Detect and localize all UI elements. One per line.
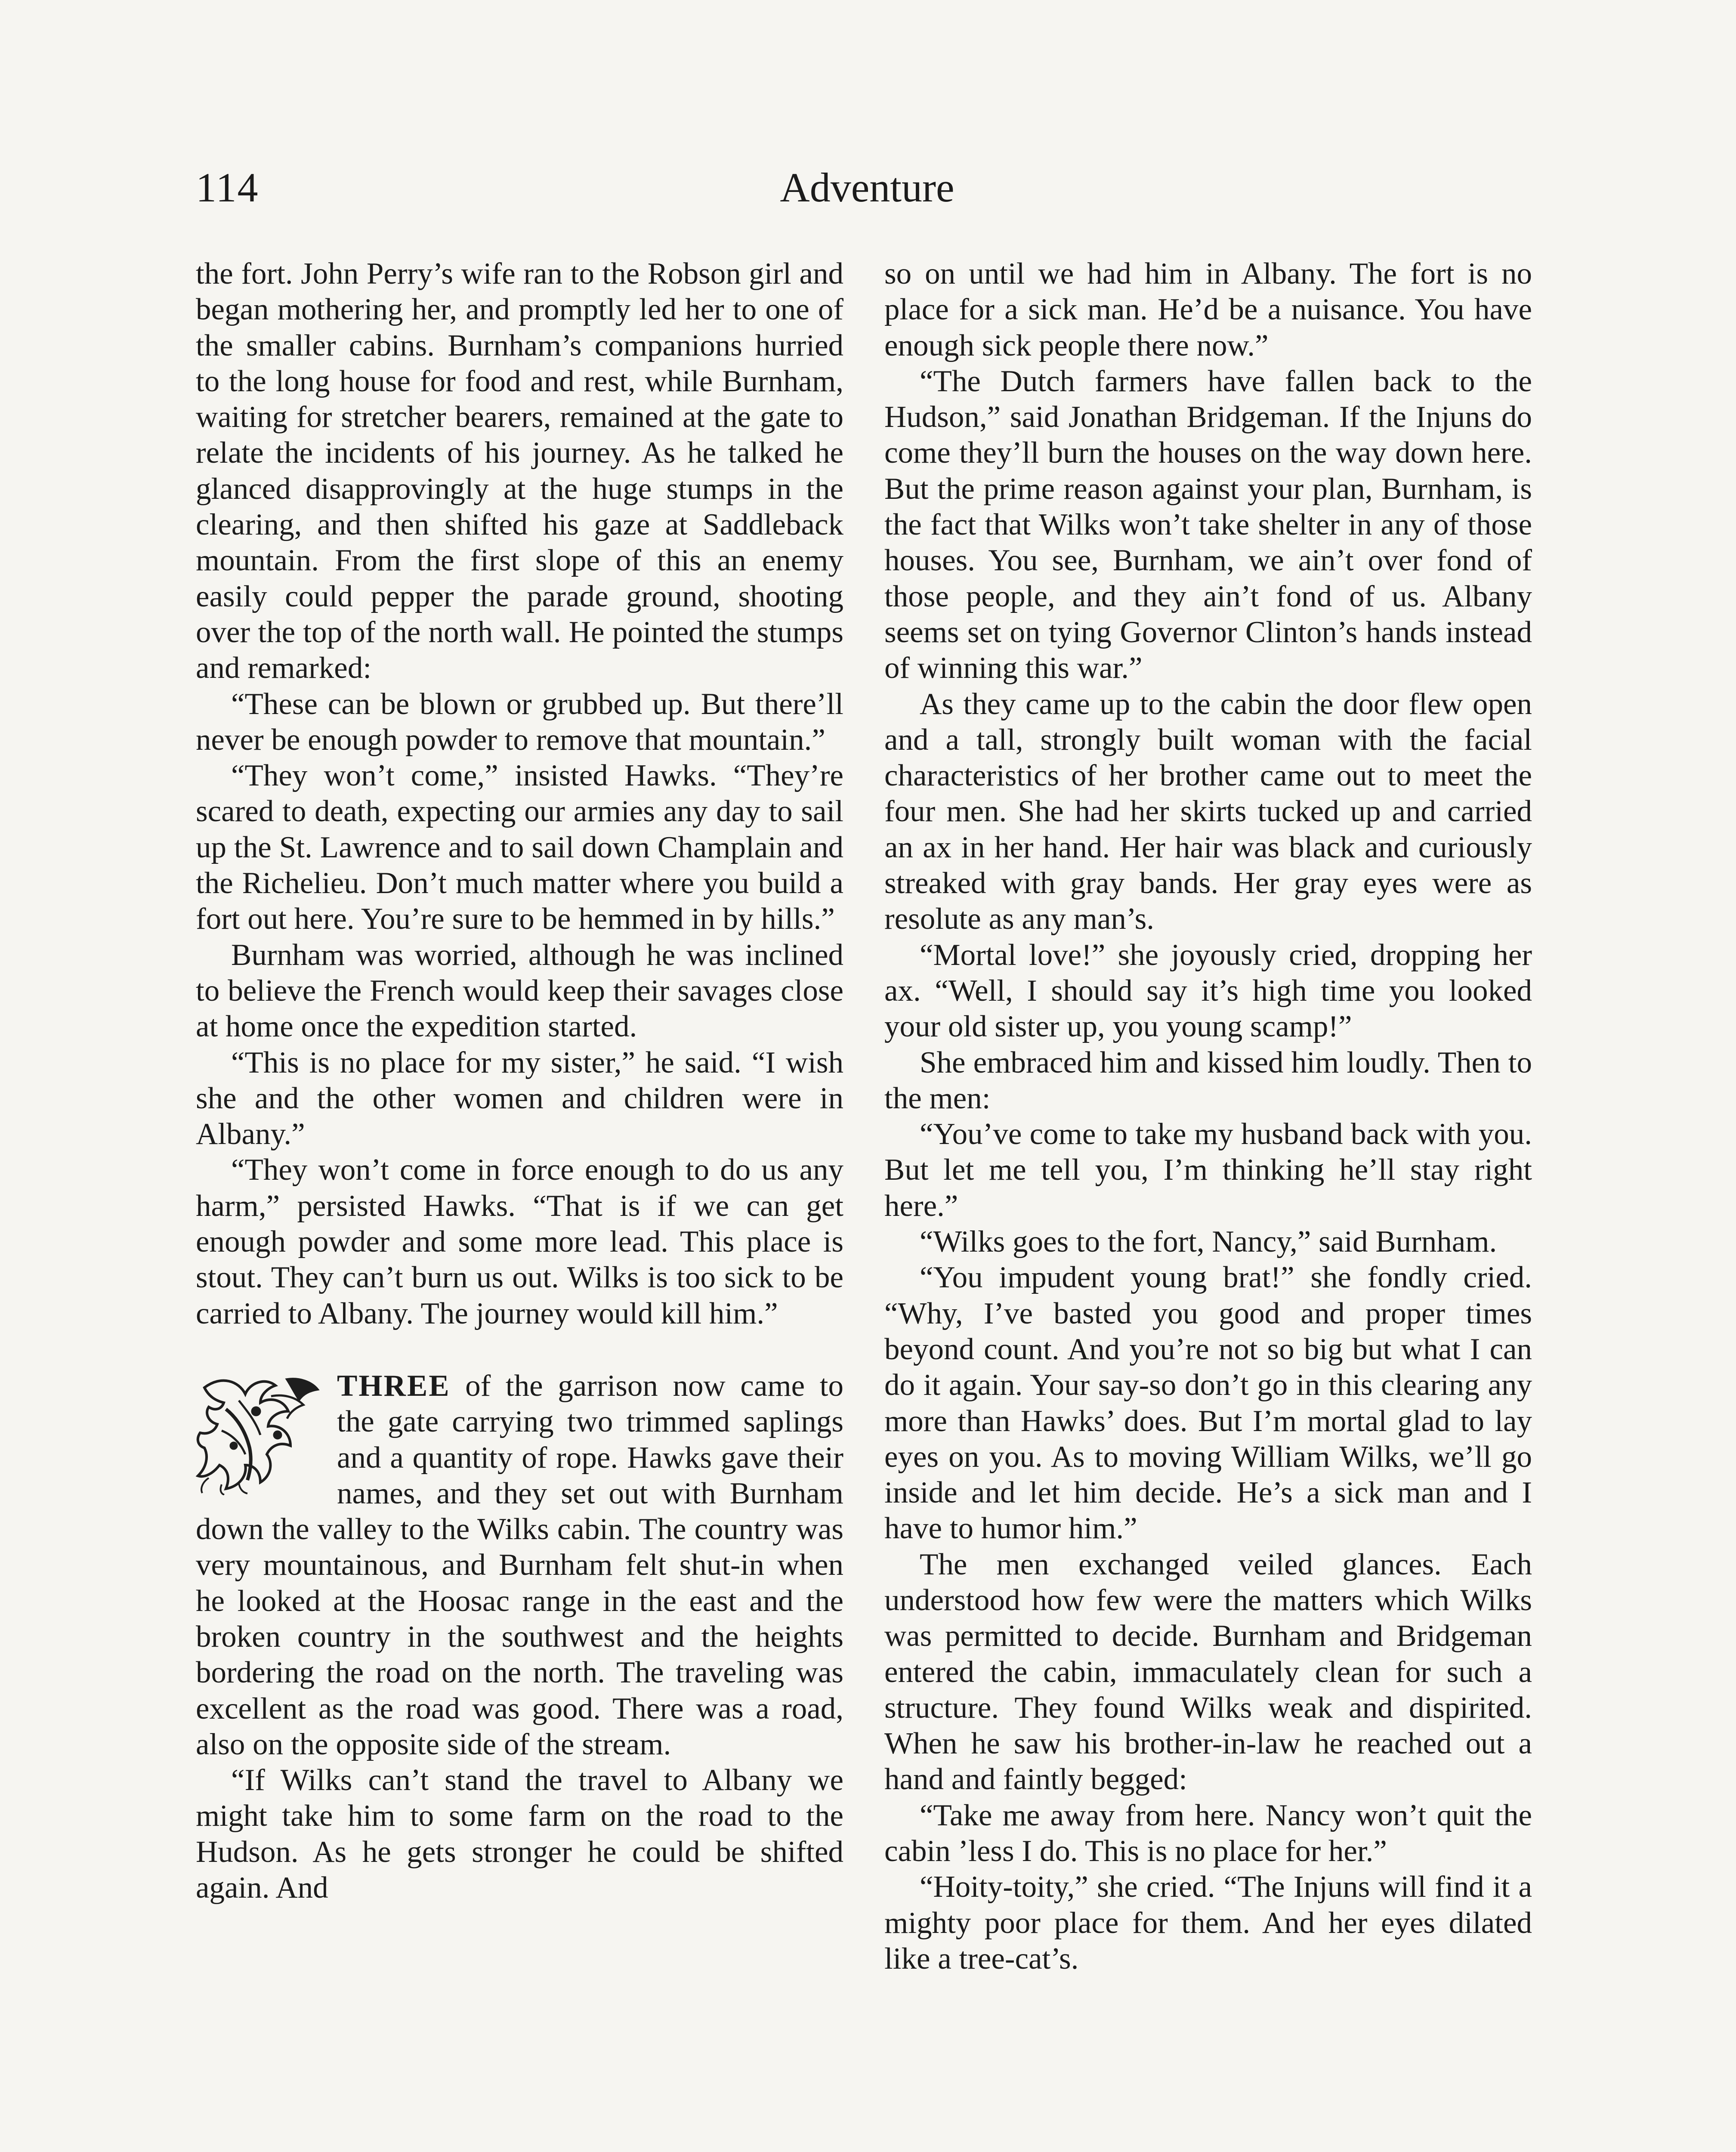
paragraph: “Mortal love!” she joyously cried, dropping her ax. “Well, I should say it’s high time you looked your old sister up, you young scamp!” <box>884 938 1532 1044</box>
page-number: 114 <box>196 164 259 210</box>
paragraph: the fort. John Perry’s wife ran to the Robson girl and began mothering her, and promptly led her to one of the smaller cabins. Burnham’s companions hurried to the long house for food and rest, while Burnham, waiting for stretcher bearers, remained at the gate to relate the incidents of his journey. As he talked he glanced disapprovingly at the huge stumps in the clearing, and then shifted his gaze at Saddleback mountain. From the first slope of this an enemy easily could pepper the parade ground, shooting over the top of the north wall. He pointed the stumps and remarked: <box>196 257 843 685</box>
paragraph: “This is no place for my sister,” he said. “I wish she and the other women and children were in Albany.” <box>196 1045 843 1151</box>
paragraph: “The Dutch farmers have fallen back to the Hudson,” said Jonathan Bridgeman. If the Injuns do come they’ll burn the houses on the way down here. But the prime reason against your plan, Burnham, is the fact that Wilks won’t take shelter in any of those houses. You see, Burnham, we ain’t over fond of those people, and they ain’t fond of us. Albany seems set on tying Governor Clinton’s hands instead of winning this war.” <box>884 364 1532 685</box>
paragraph: She embraced him and kissed him loudly. Then to the men: <box>884 1045 1532 1115</box>
section-lead-word: THREE <box>337 1369 451 1403</box>
left-column <box>196 256 843 2152</box>
paragraph: “These can be blown or grubbed up. But there’ll never be enough powder to remove that mountain.” <box>196 687 843 757</box>
page-header <box>196 164 1538 224</box>
paragraph: “They won’t come in force enough to do us any harm,” persisted Hawks. “That is if we can get enough powder and some more lead. This place is stout. They can’t burn us out. Wilks is too sick to be carried to Albany. The journey would kill him.” <box>196 1153 843 1330</box>
paragraph: “Hoity-toity,” she cried. “The Injuns will find it a mighty poor place for them. And her eyes dilated like a tree-cat’s. <box>884 1870 1532 1976</box>
paragraph: so on until we had him in Albany. The fort is no place for a sick man. He’d be a nuisance. You have enough sick people there now.” <box>884 257 1532 362</box>
paragraph: “They won’t come,” insisted Hawks. “They’re scared to death, expecting our armies any day to sail up the St. Lawrence and to sail down Champlain and the Richelieu. Don’t much matter where you build a fort out here. You’re sure to be hemmed in by hills.” <box>196 759 843 936</box>
paragraph: The men exchanged veiled glances. Each understood how few were the matters which Wilks was permitted to decide. Burnham and Bridgeman entered the cabin, immaculately clean for such a structure. They found Wilks weak and dispirited. When he saw his brother-in-law he reached out a hand and faintly begged: <box>884 1547 1532 1796</box>
paragraph: As they came up to the cabin the door flew open and a tall, strongly built woman with the facial characteristics of her brother came out to meet the four men. She had her skirts tucked up and carried an ax in her hand. Her hair was black and curiously streaked with gray bands. Her gray eyes were as resolute as any man’s. <box>884 687 1532 936</box>
paragraph: “You’ve come to take my husband back with you. But let me tell you, I’m thinking he’ll stay right here.” <box>884 1117 1532 1223</box>
paragraph: “If Wilks can’t stand the travel to Albany we might take him to some farm on the road to the Hudson. As he gets stronger he could be shifted again. And <box>196 1763 843 1905</box>
running-title: Adventure <box>780 164 954 210</box>
paragraph: “Wilks goes to the fort, Nancy,” said Burnham. <box>920 1225 1497 1259</box>
section-paragraph-text: of the garrison now came to the gate carrying two trimmed saplings and a quantity of rope. Hawks gave their names, and they set out with Burnham down the valley to the Wilks cabin. The country was very mountainous, and Burnham felt shut-in when he looked at the Hoosac range in the east and the broken country in the southwest and the heights bordering the road on the north. The traveling was excellent as the road was good. There was a road, also on the opposite side of the stream. <box>196 1369 843 1761</box>
paragraph: “You impudent young brat!” she fondly cried. “Why, I’ve basted you good and proper times beyond count. And you’re not so big but what I can do it again. Your say-so don’t go in this clearing any more than Hawks’ does. But I’m mortal glad to lay eyes on you. As to moving William Wilks, we’ll go inside and let him decide. He’s a sick man and I have to humor him.” <box>884 1261 1532 1546</box>
paragraph: Burnham was worried, although he was inclined to believe the French would keep their savages close at home once the expedition started. <box>196 938 843 1044</box>
ornamental-leaf-icon <box>196 1370 325 1495</box>
section-break-block <box>196 1368 843 1762</box>
right-column <box>884 256 1532 2152</box>
paragraph: “Take me away from here. Nancy won’t quit the cabin ’less I do. This is no place for her.” <box>884 1798 1532 1868</box>
